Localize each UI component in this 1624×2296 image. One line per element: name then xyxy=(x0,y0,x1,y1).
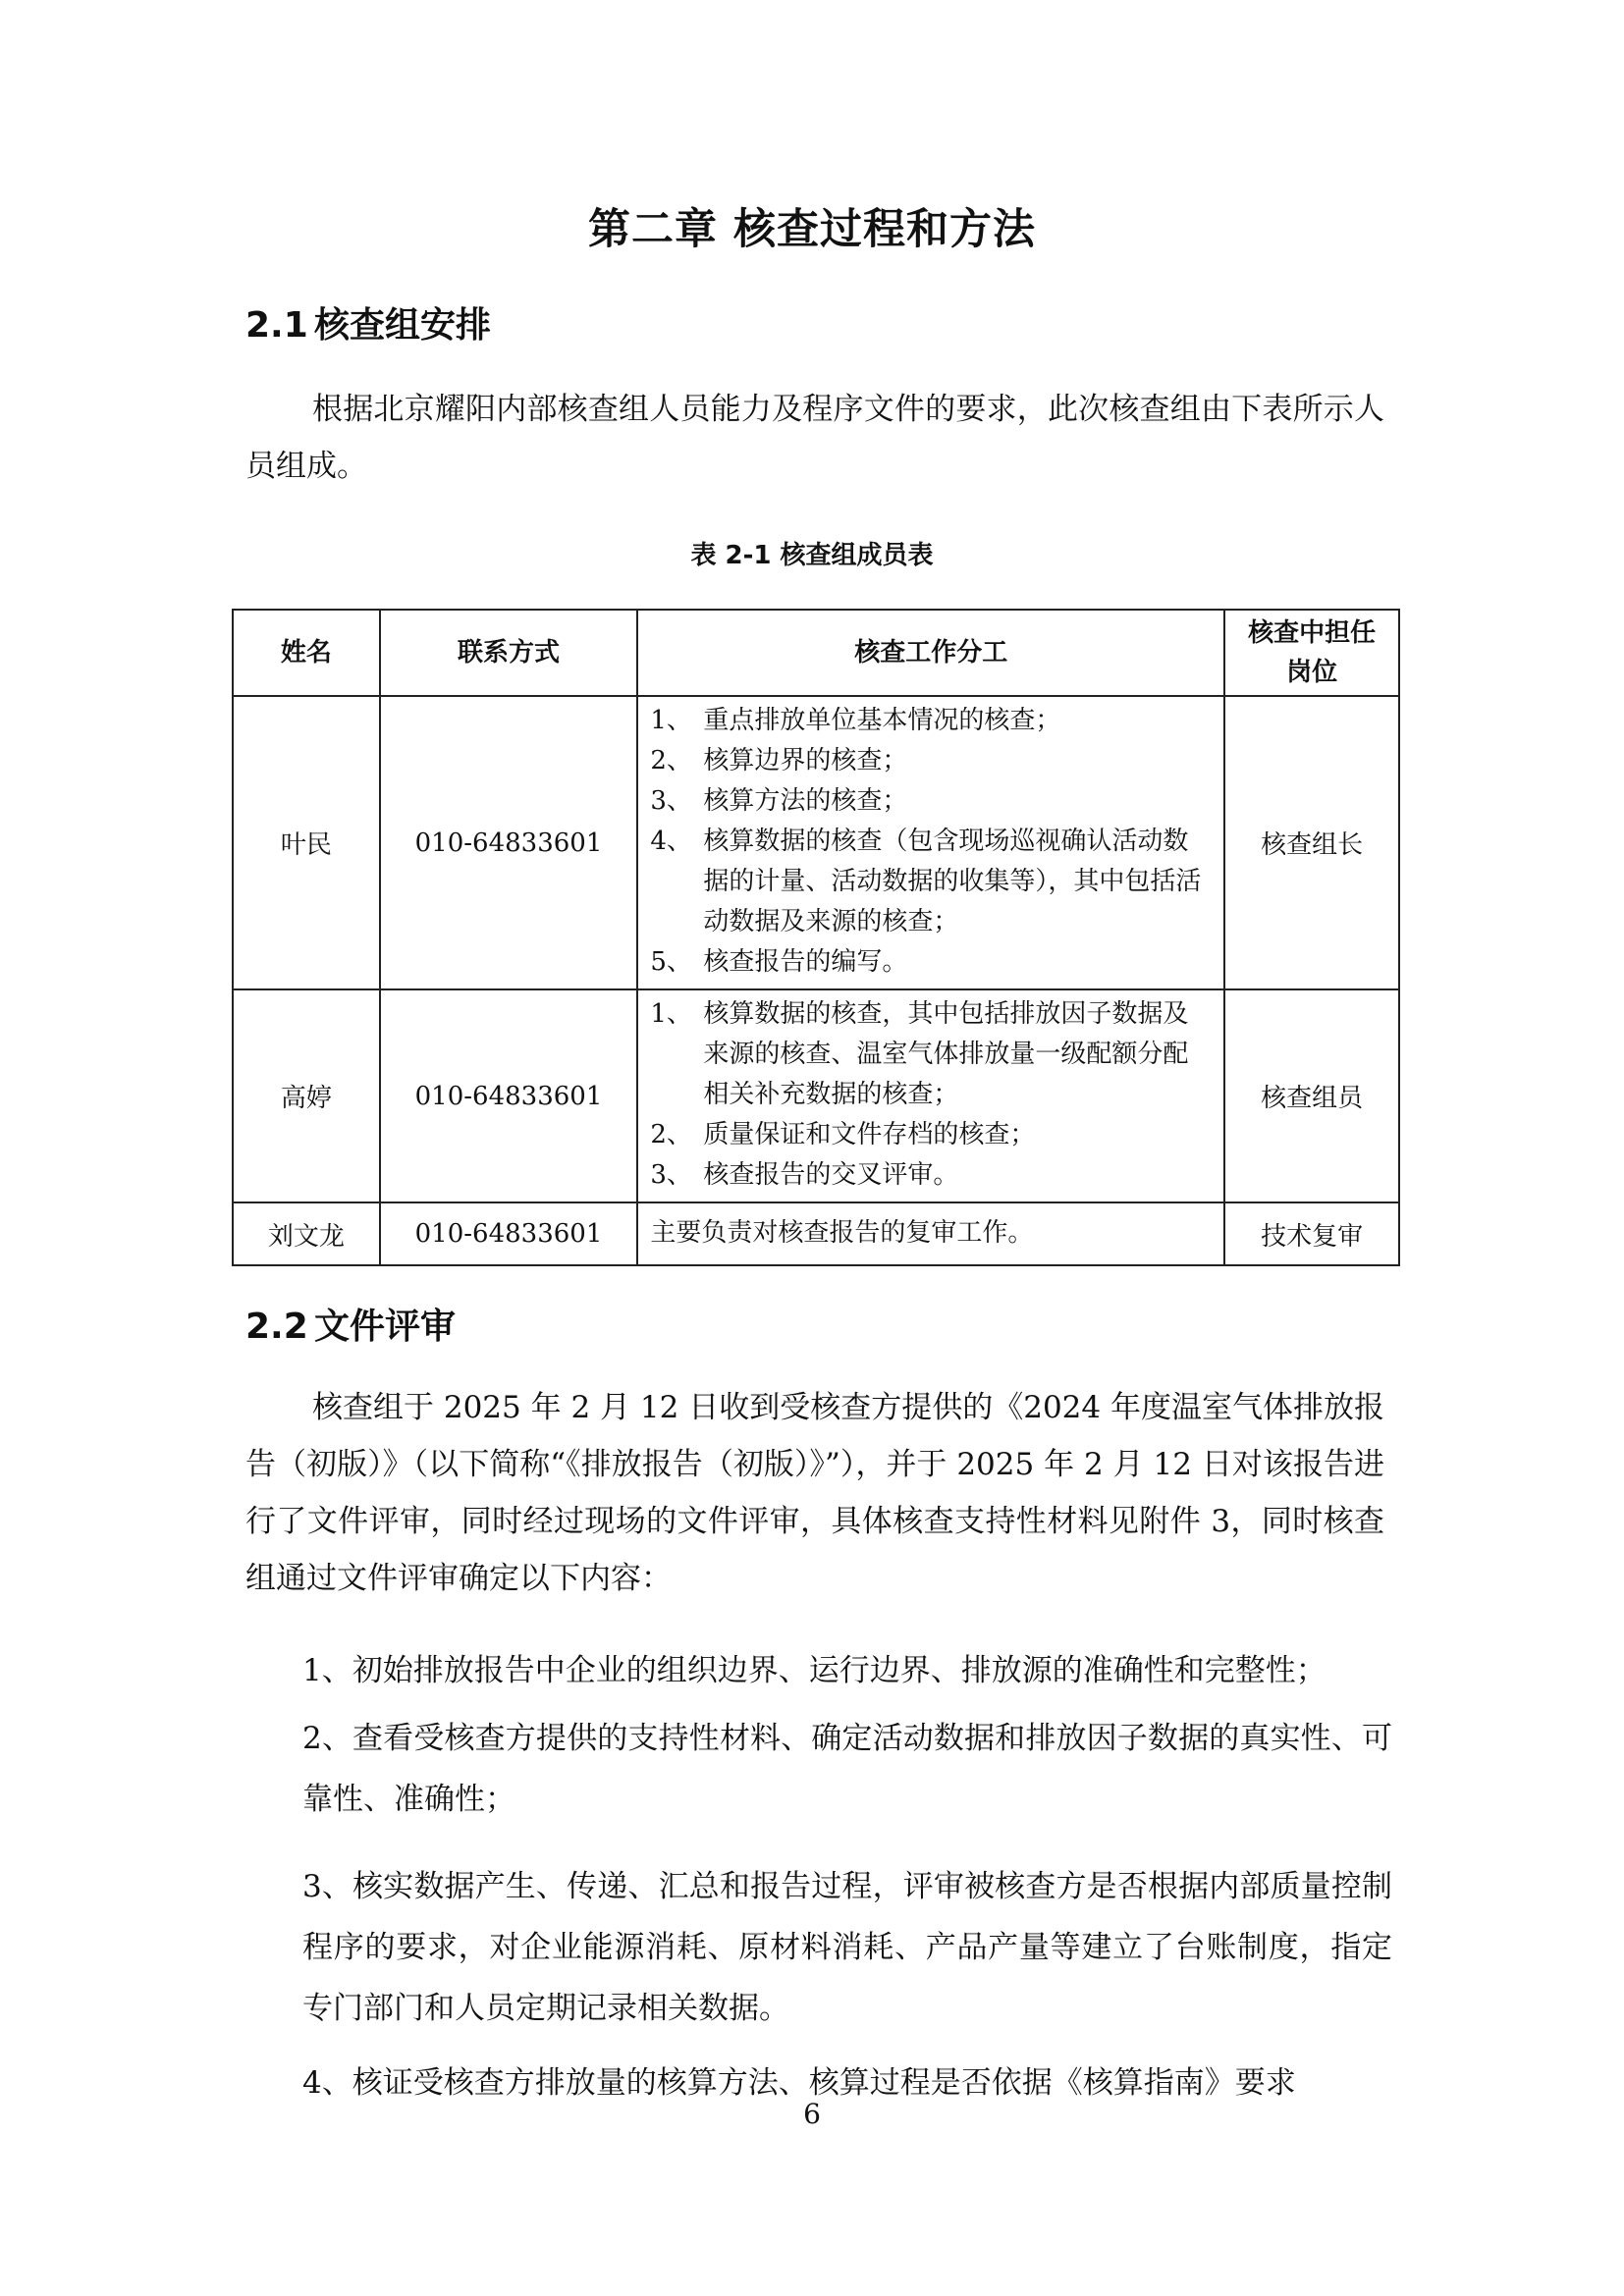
header-duties: 核查工作分工 xyxy=(637,610,1224,696)
member-name: 叶民 xyxy=(233,696,380,989)
member-role: 核查组员 xyxy=(1224,989,1399,1202)
page-number: 6 xyxy=(803,2098,821,2130)
member-contact: 010-64833601 xyxy=(380,1202,638,1265)
duty-item xyxy=(650,942,1212,983)
section-title: 核查组安排 xyxy=(314,305,492,346)
member-duties xyxy=(637,1202,1224,1265)
section-number: 2.2 xyxy=(245,1307,308,1347)
team-members-table xyxy=(232,609,1400,1266)
member-role: 技术复审 xyxy=(1224,1202,1399,1265)
duty-item xyxy=(650,1115,1212,1155)
duty-text: 核查报告的编写。 xyxy=(703,947,908,977)
duty-item xyxy=(650,822,1212,942)
duty-text: 核查报告的交叉评审。 xyxy=(703,1160,959,1190)
member-role: 核查组长 xyxy=(1224,696,1399,989)
table-row xyxy=(233,989,1399,1202)
duty-text: 核算方法的核查； xyxy=(703,786,908,816)
duty-item xyxy=(650,1155,1212,1196)
section-2-2-paragraph: 核查组于 2025 年 2 月 12 日收到受核查方提供的《2024 年度温室气体排放报告（初版）》（以下简称“《排放报告（初版）》”），并于 2025 年 2 月 12 日对该报告进行了文件评审，同时经过现场的文件评审，具体核查支持性材料见附件 3，同时核查组通过文件评审确定以下内容： xyxy=(245,1390,1384,1596)
duty-text: 核算数据的核查（包含现场巡视确认活动数据的计量、活动数据的收集等），其中包括活动数据及来源的核查； xyxy=(703,827,1202,936)
duty-number: 2、 xyxy=(650,746,692,775)
duty-item xyxy=(650,994,1212,1115)
member-name: 高婷 xyxy=(233,989,380,1202)
member-name: 刘文龙 xyxy=(233,1202,380,1265)
duty-item xyxy=(650,741,1212,781)
header-name: 姓名 xyxy=(233,610,380,696)
duty-text: 核算边界的核查； xyxy=(703,746,908,775)
section-title: 文件评审 xyxy=(314,1307,457,1347)
chapter-title: 第二章 核查过程和方法 xyxy=(588,205,1036,254)
duty-text: 质量保证和文件存档的核查； xyxy=(703,1120,1036,1149)
table-row xyxy=(233,1202,1399,1265)
section-2-1-paragraph: 根据北京耀阳内部核查组人员能力及程序文件的要求，此次核查组由下表所示人员组成。 xyxy=(245,392,1384,484)
duty-item xyxy=(650,701,1212,741)
header-contact: 联系方式 xyxy=(380,610,638,696)
review-item-text: 2、查看受核查方提供的支持性材料、确定活动数据和排放因子数据的真实性、可靠性、准确性； xyxy=(302,1721,1392,1817)
duty-number: 1、 xyxy=(650,999,692,1029)
duty-number: 5、 xyxy=(650,947,692,977)
duty-item xyxy=(650,1213,1212,1254)
member-contact: 010-64833601 xyxy=(380,989,638,1202)
section-heading-2-1 xyxy=(245,297,491,347)
review-item: 1、初始排放报告中企业的组织边界、运行边界、排放源的准确性和完整性； xyxy=(302,1653,1326,1688)
member-duties xyxy=(637,696,1224,989)
member-contact: 010-64833601 xyxy=(380,696,638,989)
section-heading-2-2 xyxy=(245,1299,456,1349)
table-caption: 表 2-1 核查组成员表 xyxy=(690,541,934,570)
table-row xyxy=(233,696,1399,989)
section-number: 2.1 xyxy=(245,305,308,346)
duty-text: 主要负责对核查报告的复审工作。 xyxy=(650,1217,1034,1248)
duty-number: 1、 xyxy=(650,706,692,735)
review-item: 4、核证受核查方排放量的核算方法、核算过程是否依据《核算指南》要求 xyxy=(302,2065,1296,2101)
duty-number: 4、 xyxy=(650,827,692,856)
member-duties xyxy=(637,989,1224,1202)
duty-number: 2、 xyxy=(650,1120,692,1149)
duty-text: 核算数据的核查，其中包括排放因子数据及来源的核查、温室气体排放量一级配额分配相关补充数据的核查； xyxy=(703,999,1189,1109)
table-header-row xyxy=(233,610,1399,696)
duty-number: 3、 xyxy=(650,1160,692,1190)
duty-item xyxy=(650,781,1212,822)
review-item: 3、核实数据产生、传递、汇总和报告过程，评审被核查方是否根据内部质量控制程序的要求，对企业能源消耗、原材料消耗、产品产量等建立了台账制度，指定专门部门和人员定期记录相关数据。 xyxy=(302,1869,1392,2026)
header-role: 核查中担任岗位 xyxy=(1224,610,1399,696)
duty-text: 重点排放单位基本情况的核查； xyxy=(703,706,1061,735)
duty-number: 3、 xyxy=(650,786,692,816)
review-item xyxy=(302,1708,1392,1830)
